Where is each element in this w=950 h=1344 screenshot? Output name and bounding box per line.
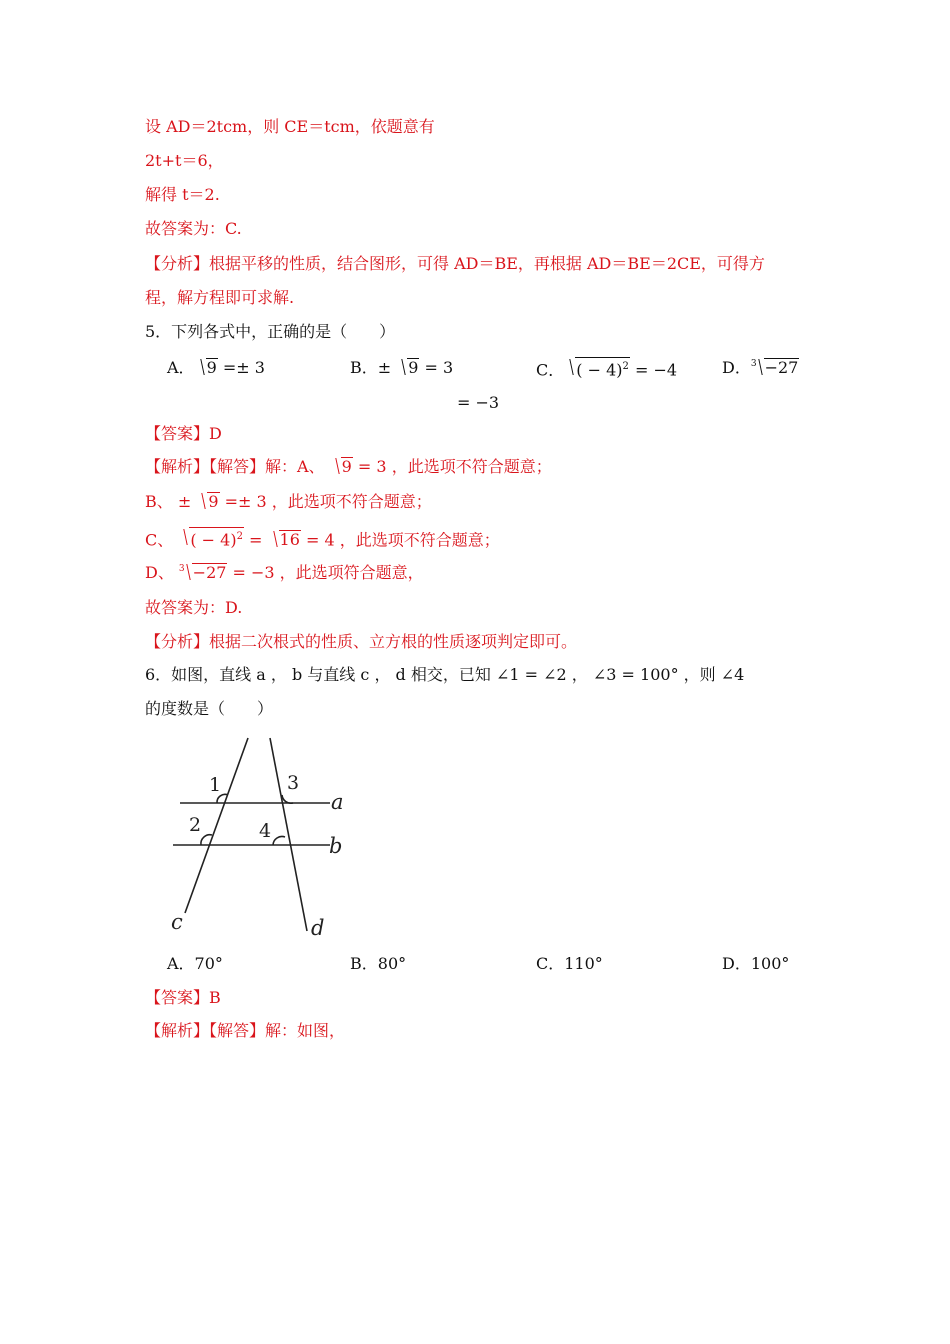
sqrt-expr: 9 bbox=[195, 357, 218, 379]
q5-option-d: D．$^3$ −27 bbox=[722, 358, 799, 377]
sqrt-expr: 16 bbox=[268, 529, 301, 551]
label-2: 2 bbox=[189, 814, 202, 836]
line-d bbox=[270, 738, 307, 931]
label-4: 4 bbox=[259, 820, 272, 842]
q5-option-d-tail: = −3 bbox=[457, 393, 500, 412]
q5-answer: 【答案】D bbox=[145, 424, 222, 443]
q6-answer: 【答案】B bbox=[145, 988, 221, 1007]
label-b: b bbox=[329, 834, 343, 858]
q5-conclusion: 故答案为：D. bbox=[145, 598, 243, 617]
q6-option-a: A．70° bbox=[167, 954, 223, 973]
q6-option-b: B．80° bbox=[350, 954, 407, 973]
label-d: d bbox=[311, 916, 325, 940]
q6-option-d: D．100° bbox=[722, 954, 790, 973]
analysis-line-2: 程，解方程即可求解. bbox=[145, 288, 295, 307]
angle-4-arc bbox=[273, 836, 285, 845]
angle-3-arc bbox=[282, 795, 293, 803]
sqrt-expr: 9 bbox=[196, 491, 219, 513]
solution-line-2: 2t+t＝6， bbox=[145, 151, 224, 170]
solution-line-1: 设 AD＝2tcm，则 CE＝tcm，依题意有 bbox=[145, 117, 435, 136]
label-a: a bbox=[331, 790, 344, 814]
solution-line-4: 故答案为：C. bbox=[145, 219, 242, 238]
sqrt-expr: 9 bbox=[396, 357, 419, 379]
label-3: 3 bbox=[287, 772, 300, 794]
q5-exp-4: D、 $^3$ −27 = −3 ，此选项符合题意， bbox=[145, 563, 424, 582]
parallel-lines-figure bbox=[165, 735, 365, 940]
analysis-line-1: 【分析】根据平移的性质，结合图形，可得 AD＝BE，再根据 AD＝BE＝2CE，可得方 bbox=[145, 254, 765, 273]
q6-stem-2: 的度数是（ ） bbox=[145, 699, 274, 718]
sqrt-expr: ( − 4)$^2$ bbox=[178, 527, 244, 551]
q6-option-c: C．110° bbox=[536, 954, 603, 973]
solution-line-3: 解得 t＝2. bbox=[145, 185, 220, 204]
q5-exp-2: B、 ± 9 =± 3 ，此选项不符合题意； bbox=[145, 492, 432, 511]
label-c: c bbox=[171, 910, 183, 934]
q5-option-a: A． 9 =± 3 bbox=[167, 358, 265, 377]
label-1: 1 bbox=[209, 774, 222, 796]
q5-option-c: C． ( − 4)$^2$ = −4 bbox=[536, 357, 677, 381]
q5-option-b: B．± 9 = 3 bbox=[350, 358, 454, 377]
q6-stem-1: 6．如图，直线 a ， b 与直线 c ， d 相交，已知 ∠1 = ∠2 ， ∠3 = 100° ，则 ∠4 bbox=[145, 665, 745, 684]
q6-explanation: 【解析】【解答】解：如图， bbox=[145, 1021, 346, 1040]
cbrt-expr: −27 bbox=[181, 562, 228, 584]
q5-stem: 5．下列各式中，正确的是（ ） bbox=[145, 322, 396, 341]
sqrt-expr: 9 bbox=[330, 456, 353, 478]
cbrt-expr: −27 bbox=[753, 357, 800, 379]
q5-exp-1: 【解析】【解答】解：A、 9 = 3 ，此选项不符合题意； bbox=[145, 457, 552, 476]
sqrt-expr: ( − 4)$^2$ bbox=[564, 357, 630, 381]
q5-analysis: 【分析】根据二次根式的性质、立方根的性质逐项判定即可。 bbox=[145, 632, 578, 651]
q5-exp-3: C、 ( − 4)$^2$ = 16 = 4 ，此选项不符合题意； bbox=[145, 527, 500, 551]
